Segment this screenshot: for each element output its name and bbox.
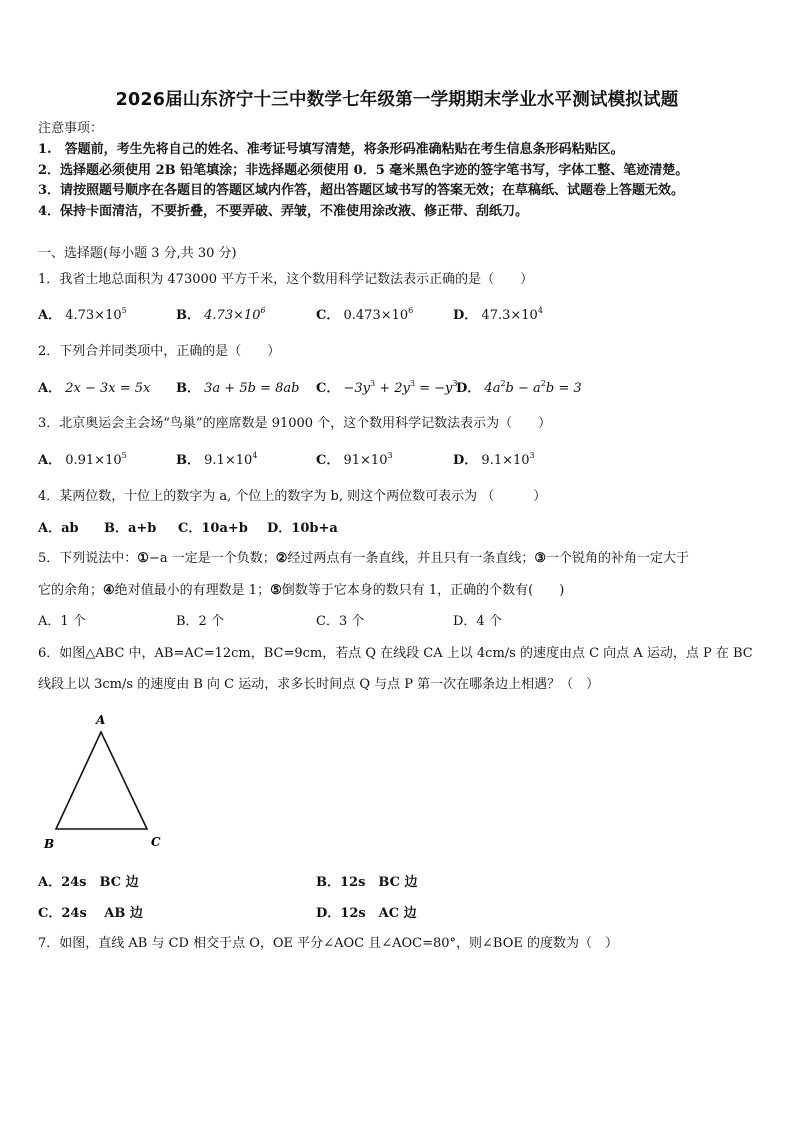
q3-option-b: B． $9.1\times 10^4$ [176,451,258,468]
notice-heading: 注意事项： [38,121,104,136]
triangle-abc [56,732,147,829]
section-heading: 一、选择题(每小题 3 分,共 30 分) [38,246,237,261]
q1-option-a: A． $4.73\times 10^5$ [38,306,127,323]
q1-stem: 1．我省土地总面积为 473000 平方千米，这个数用科学记数法表示正确的是（ ） [38,272,534,287]
q4-option-a: A．ab [38,521,79,536]
notice-item-3: 3．请按照题号顺序在各题目的答题区域内作答，超出答题区域书写的答案无效；在草稿纸、试题卷上答题无效。 [38,183,685,198]
q5-option-c: C．3 个 [316,614,365,629]
q4-option-c: C．10a+b [178,521,248,536]
q2-option-a: A． 2x − 3x = 5x [38,381,151,396]
page-title: 2026届山东济宁十三中数学七年级第一学期期末学业水平测试模拟试题 [115,90,679,110]
notice-item-2: 2．选择题必须使用 2B 铅笔填涂；非选择题必须使用 0．5 毫米黑色字迹的签字笔书写，字体工整、笔迹清楚。 [38,163,689,178]
q6-option-a: A．24s BC 边 [38,875,139,890]
q3-stem: 3．北京奥运会主会场“鸟巢”的座席数是 91000 个，这个数用科学记数法表示为（ ） [38,416,552,431]
vertex-c-label: C [151,835,161,849]
q5-option-d: D．4 个 [453,614,502,629]
q6-line-1: 6．如图△ABC 中，AB=AC=12cm，BC=9cm，若点 Q 在线段 CA 上以 4cm/s 的速度由点 C 向点 A 运动，点 P 在 BC [38,646,753,661]
q7-stem: 7．如图，直线 AB 与 CD 相交于点 O，OE 平分∠AOC 且∠AOC=80°，则∠BOE 的度数为（ ） [38,936,618,951]
q2-stem: 2．下列合并同类项中，正确的是（ ） [38,344,281,359]
q4-option-b: B．a+b [104,521,157,536]
vertex-b-label: B [44,837,55,851]
q2-option-b: B． 3a + 5b = 8ab [176,381,300,396]
q5-option-a: A．1 个 [38,614,86,629]
q1-option-c: C． $0.473\times 10^6$ [316,306,414,323]
q5-line-2: 它的余角；④绝对值最小的有理数是 1；⑤倒数等于它本身的数只有 1，正确的个数有( ) [38,583,565,598]
q2-option-c: C． $-3y^3 + 2y^3 = -y^3$ [316,379,458,396]
q6-option-d: D．12s AC 边 [316,906,417,921]
q3-option-d: D． $9.1\times 10^3$ [453,451,535,468]
q1-option-b: B． $4.73\times 10^6$ [176,306,266,323]
q5-option-b: B．2 个 [176,614,224,629]
notice-item-1: 1. 答题前，考生先将自己的姓名、准考证号填写清楚，将条形码准确粘贴在考生信息条形码粘贴区。 [38,142,624,157]
vertex-a-label: A [96,713,106,727]
q3-option-a: A． $0.91\times 10^5$ [38,451,127,468]
q4-stem: 4．某两位数，十位上的数字为 a, 个位上的数字为 b, 则这个两位数可表示为 （ ） [38,489,547,504]
notice-item-4: 4．保持卡面清洁，不要折叠，不要弄破、弄皱，不准使用涂改液、修正带、刮纸刀。 [38,204,529,219]
q6-option-b: B．12s BC 边 [316,875,418,890]
q6-line-2: 线段上以 3cm/s 的速度由 B 向 C 运动，求多长时间点 Q 与点 P 第一次在哪条边上相遇？（ ） [38,677,600,692]
q6-option-c: C．24s AB 边 [38,906,143,921]
q5-line-1: 5．下列说法中：①−a 一定是一个负数；②经过两点有一条直线，并且只有一条直线；③一个锐角的补角一定大于 [38,551,690,566]
triangle-abc-figure [36,708,176,856]
q1-option-d: D． $47.3\times 10^4$ [453,306,543,323]
q4-option-d: D．10b+a [267,521,338,536]
q2-option-d: D． $4a^2b - a^2b = 3$ [456,379,582,396]
q3-option-c: C． $91\times 10^3$ [316,451,393,468]
